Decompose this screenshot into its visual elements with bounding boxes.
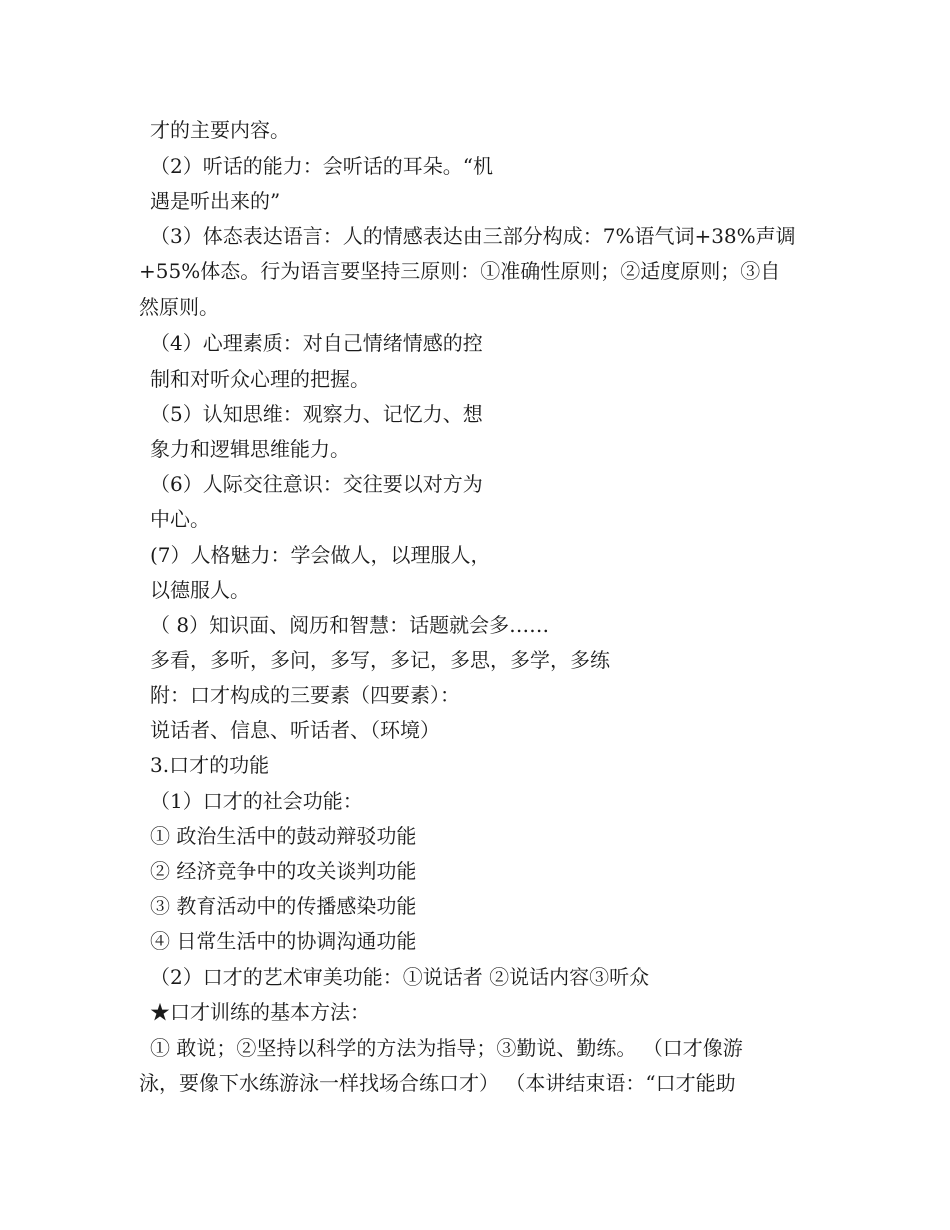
text-line: 象力和逻辑思维能力。 <box>150 437 350 461</box>
text-line: （6）人际交往意识：交往要以对方为 <box>150 472 483 496</box>
text-line: （2）口才的艺术审美功能：①说话者 ②说话内容③听众 <box>150 965 650 989</box>
text-line: （2）听话的能力：会听话的耳朵。“机 <box>150 154 493 178</box>
text-line: +55%体态。行为语言要坚持三原则：①准确性原则；②适度原则；③自 <box>139 259 781 283</box>
text-line: （ 8）知识面、阅历和智慧：话题就会多…… <box>150 613 550 637</box>
text-line: ★口才训练的基本方法： <box>150 1000 370 1024</box>
text-line: 然原则。 <box>139 295 219 319</box>
text-line: （3）体态表达语言：人的情感表达由三部分构成：7%语气词+38%声调 <box>150 224 796 248</box>
list-item: ④ 日常生活中的协调沟通功能 <box>150 929 417 953</box>
text-line: 泳，要像下水练游泳一样找场合练口才） （本讲结束语：“口才能助 <box>139 1071 736 1095</box>
text-line: 中心。 <box>150 507 210 531</box>
list-item: ② 经济竞争中的攻关谈判功能 <box>150 859 417 883</box>
section-heading: 3.口才的功能 <box>150 753 270 777</box>
text-line: 多看，多听，多问，多写，多记，多思，多学，多练 <box>150 648 610 672</box>
text-line: ① 敢说；②坚持以科学的方法为指导；③勤说、勤练。 （口才像游 <box>150 1036 743 1060</box>
text-line: 才的主要内容。 <box>150 118 290 142</box>
text-line: 遇是听出来的” <box>150 189 281 213</box>
text-line: （5）认知思维：观察力、记忆力、想 <box>150 402 483 426</box>
text-line: (7）人格魅力：学会做人，以理服人， <box>150 543 491 567</box>
text-line: 制和对听众心理的把握。 <box>150 367 370 391</box>
text-line: 附：口才构成的三要素（四要素）： <box>150 683 460 707</box>
text-line: 说话者、信息、听话者、（环境） <box>150 718 440 742</box>
text-line: （4）心理素质：对自己情绪情感的控 <box>150 331 483 355</box>
list-item: ③ 教育活动中的传播感染功能 <box>150 894 417 918</box>
text-line: 以德服人。 <box>150 578 250 602</box>
list-item: ① 政治生活中的鼓动辩驳功能 <box>150 824 417 848</box>
text-line: （1）口才的社会功能： <box>150 789 363 813</box>
